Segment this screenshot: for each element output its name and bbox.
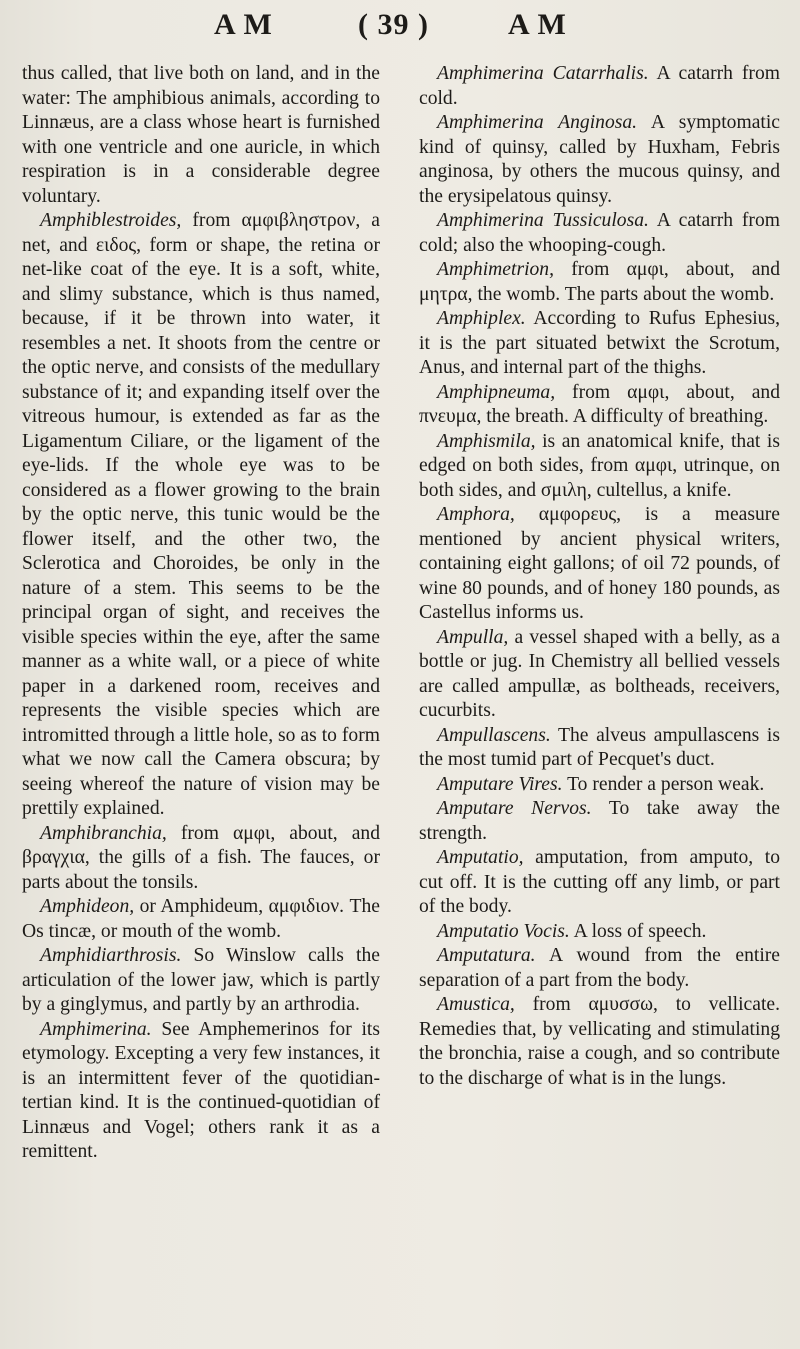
entry: [419, 920, 780, 945]
entry: [419, 307, 780, 381]
entry-term: Amputare Vires.: [437, 773, 563, 795]
entry: [419, 258, 780, 307]
entry-term: Amustica,: [437, 994, 515, 1015]
entry: [419, 503, 780, 626]
entry-text: To take away the strength.: [419, 798, 780, 844]
entry: [22, 895, 380, 944]
entry-term: Amphidiarthrosis.: [40, 945, 182, 966]
entry-term: Amphibranchia,: [40, 822, 167, 844]
entry-term: Amphora,: [437, 504, 515, 525]
entry-term: Amputare Nervos.: [437, 798, 592, 819]
entry: [419, 209, 780, 258]
entry: [419, 773, 780, 798]
entry-text: thus called, that live both on land, and in the water: The amphibious animals, according to Linnæus, are a class whose heart is furnished with one ventricle and one auricle, in which respiration is in a considerable degree voluntary.: [22, 63, 380, 207]
entry: [22, 944, 380, 1018]
entry-text: from αμφιβληστρον, a net, and ειδος, form or shape, the retina or net-like coat of the eye. It is a soft, white, and slimy substance, which is thus named, because, if it be thrown into water, it resembles a net. It shoots from the centre or the optic nerve, and consists of the medullary substance of it; and expanding itself over the vitreous humour, is extended as far as the Ligamentum Ciliare, or the ligament of the eye-lids. If the whole eye was to be considered as a flower growing to the brain by the optic nerve, this tunic would be the flower itself, and the other two, the Sclerotica and Choroides, be only in the nature of a stem. This seems to be the principal organ of sight, and receives the visible species within the eye, after the same manner as a white wall, or a piece of white paper in a darkened room, receives and represents the visible species which are intromitted through a little hole, so as to form what we now call the Camera obscura; by seeing whereof the nature of vision may be prettily explained.: [22, 210, 380, 819]
entry-term: Amphismila,: [437, 430, 536, 452]
entry-term: Amphideon,: [40, 896, 135, 917]
entry-text: The alveus ampullascens is the most tumid part of Pecquet's duct.: [419, 724, 780, 770]
entry-term: Amputatio,: [437, 847, 524, 868]
entry-term: Ampullascens.: [437, 724, 551, 746]
entry-term: Ampulla,: [437, 626, 509, 648]
entry-text: a vessel shaped with a belly, as a bottle or jug. In Chemistry all bellied vessels are called ampullæ, as boltheads, receivers, cucurbits.: [419, 626, 780, 721]
entry: [419, 724, 780, 773]
entry: [22, 62, 380, 209]
entry: [419, 944, 780, 993]
entry-text: from αμφι, about, and μητρα, the womb. The parts about the womb.: [419, 259, 780, 305]
right-column: [419, 62, 780, 1091]
entry-term: Amputatura.: [437, 945, 536, 966]
entry-text: amputation, from amputo, to cut off. It is the cutting off any limb, or part of the body.: [419, 847, 780, 917]
entry: [419, 111, 780, 209]
entry-term: Amphipneuma,: [437, 381, 556, 403]
entry-text: from αμφι, about, and βραγχια, the gills of a fish. The fauces, or parts about the tonsils.: [22, 822, 380, 893]
entry-text: A loss of speech.: [569, 920, 707, 942]
entry-text: A symptomatic kind of quinsy, called by Huxham, Febris anginosa, by others the mucous quinsy, and the erysipelatous quinsy.: [419, 112, 780, 207]
entry: [419, 62, 780, 111]
entry-term: Amphiblestroides,: [40, 210, 182, 231]
left-column: [22, 62, 380, 1165]
page-number: ( 39 ): [358, 8, 429, 41]
entry-text: So Winslow calls the articulation of the lower jaw, which is partly by a ginglymus, and partly by an arthrodia.: [22, 945, 380, 1015]
entry-text: A catarrh from cold; also the whooping-cough.: [419, 210, 780, 256]
entry: [22, 822, 380, 896]
entry-term: Amphimerina Tussiculosa.: [437, 210, 649, 231]
entry: [22, 209, 380, 822]
entry: [419, 993, 780, 1091]
entry-text: or Amphideum, αμφιδιον. The Os tincæ, or mouth of the womb.: [22, 896, 380, 942]
entry-text: A wound from the entire separation of a part from the body.: [419, 945, 780, 991]
entry-text: A catarrh from cold.: [419, 63, 780, 109]
entry: [419, 846, 780, 920]
entry-text: To render a person weak.: [562, 773, 765, 795]
entry-term: Amputatio Vocis.: [437, 920, 570, 942]
entry-term: Amphimerina Anginosa.: [437, 112, 638, 133]
entry-term: Amphiplex.: [437, 308, 526, 329]
header-right: A M: [508, 8, 567, 41]
entry: [419, 381, 780, 430]
entry-term: Amphimetrion,: [437, 259, 555, 280]
entry-text: from αμφι, about, and πνευμα, the breath. A difficulty of breathing.: [419, 381, 780, 427]
entry: [22, 1018, 380, 1165]
entry: [419, 797, 780, 846]
entry-text: αμφορευς, is a measure mentioned by ancient physical writers, containing eight gallons; of oil 72 pounds, of wine 80 pounds, and of honey 180 pounds, as Castellus informs us.: [419, 504, 780, 623]
entry: [419, 626, 780, 724]
entry-text: According to Rufus Ephesius, it is the part situated betwixt the Scrotum, Anus, and internal part of the thighs.: [419, 308, 780, 378]
entry-term: Amphimerina Catarrhalis.: [437, 63, 649, 84]
entry-text: from αμυσσω, to vellicate. Remedies that, by vellicating and stimulating the bronchia, raise a cough, and so contribute to the discharge of what is in the lungs.: [419, 994, 780, 1089]
entry-text: See Amphemerinos for its etymology. Excepting a very few instances, it is an intermittent fever of the quotidian-tertian kind. It is the continued-quotidian of Linnæus and Vogel; others rank it as a remittent.: [22, 1018, 380, 1162]
entry-term: Amphimerina.: [40, 1018, 152, 1040]
running-header: [0, 6, 800, 56]
entry: [419, 430, 780, 504]
header-left: A M: [214, 8, 273, 41]
entry-text: is an anatomical knife, that is edged on both sides, from αμφι, utrinque, on both sides, and σμιλη, cultellus, a knife.: [419, 430, 780, 501]
